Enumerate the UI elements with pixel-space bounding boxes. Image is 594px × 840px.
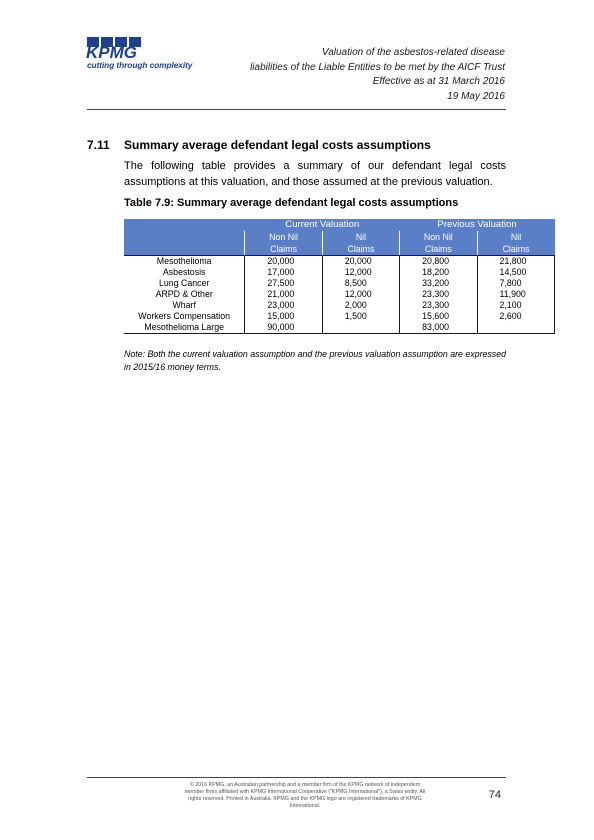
table-row <box>124 267 555 278</box>
row-label: ARPD & Other <box>155 289 213 299</box>
table-cell: 15,600 <box>400 311 477 322</box>
table-cell: 8,500 <box>322 278 399 289</box>
column-header: Non Nil <box>245 231 322 243</box>
document-header <box>250 46 505 104</box>
table-cell: 2,100 <box>477 300 554 311</box>
table-cell: 21,800 <box>477 256 554 268</box>
header-blank-cell <box>124 219 245 231</box>
logo-tagline: cutting through complexity <box>87 60 193 70</box>
table-cell: 17,000 <box>245 267 322 278</box>
table-note: Note: Both the current valuation assumption and the previous valuation assumption are expressed in 2015/16 money terms. <box>124 349 506 372</box>
table-cell: 2,600 <box>477 311 554 322</box>
row-label: Workers Compensation <box>138 311 231 321</box>
logo-wordmark: KPMG <box>86 43 137 60</box>
group-header-current: Current Valuation <box>245 219 400 231</box>
table-cell <box>322 322 399 334</box>
table-cell: 12,000 <box>322 267 399 278</box>
column-header: Claims <box>400 243 477 256</box>
table-cell: 11,900 <box>477 289 554 300</box>
header-line: Valuation of the asbestos-related disease <box>321 47 505 58</box>
column-header: Nil <box>477 231 554 243</box>
table-row <box>124 300 555 311</box>
row-label: Asbestosis <box>162 267 206 277</box>
table-cell: 83,000 <box>400 322 477 334</box>
header-blank-cell <box>124 231 245 243</box>
table-cell: 23,300 <box>400 289 477 300</box>
table-cell: 90,000 <box>245 322 322 334</box>
table-row <box>124 322 555 334</box>
section-title: Summary average defendant legal costs assumptions <box>124 138 431 152</box>
table-cell: 20,000 <box>245 256 322 268</box>
table-cell: 20,800 <box>400 256 477 268</box>
column-header: Non Nil <box>400 231 477 243</box>
kpmg-logo-mark <box>86 36 156 60</box>
page-number: 74 <box>488 789 501 801</box>
group-header-previous: Previous Valuation <box>400 219 555 231</box>
table-cell: 27,500 <box>245 278 322 289</box>
row-label: Lung Cancer <box>158 278 210 288</box>
table-cell: 20,000 <box>322 256 399 268</box>
table-cell: 23,300 <box>400 300 477 311</box>
header-blank-cell <box>124 243 245 256</box>
row-label: Mesothelioma Large <box>124 322 245 334</box>
table-caption: Table 7.9: Summary average defendant legal costs assumptions <box>124 197 459 209</box>
table-row <box>124 289 555 300</box>
header-line: Effective as at 31 March 2016 <box>372 76 505 87</box>
section-heading <box>87 138 431 152</box>
header-line: 19 May 2016 <box>447 90 505 102</box>
header-line: liabilities of the Liable Entities to be met by the AICF Trust <box>250 61 505 73</box>
column-header: Claims <box>245 243 322 256</box>
table-cell: 18,200 <box>400 267 477 278</box>
table-cell: 1,500 <box>322 311 399 322</box>
table-cell: 23,000 <box>245 300 322 311</box>
table-cell: 2,000 <box>322 300 399 311</box>
kpmg-logo <box>86 36 216 72</box>
table-row <box>124 256 555 268</box>
table-cell: 12,000 <box>322 289 399 300</box>
table-cell <box>477 322 554 334</box>
table-cell: 14,500 <box>477 267 554 278</box>
footer-divider <box>87 777 506 778</box>
header-divider <box>87 109 506 110</box>
intro-paragraph: The following table provides a summary of our defendant legal costs assumptions at this valuation, and those assumed at the previous valuation. <box>124 160 506 188</box>
footer-legal-text: © 2016 KPMG, an Australian partnership and a member firm of the KPMG network of independent member firms affiliated with KPMG International Cooperative ("KPMG International"), a Swiss entity. All rights reserved. Printed in Australia. KPMG and the KPMG logo are registered trademarks of KPMG International. <box>184 782 426 809</box>
table-row <box>124 311 555 322</box>
column-header: Nil <box>322 231 399 243</box>
legal-costs-table <box>124 219 555 334</box>
column-header: Claims <box>322 243 399 256</box>
table-row <box>124 278 555 289</box>
table-cell: 21,000 <box>245 289 322 300</box>
table-cell: 33,200 <box>400 278 477 289</box>
table-cell: 7,800 <box>477 278 554 289</box>
row-label: Wharf <box>172 300 196 310</box>
column-header: Claims <box>477 243 554 256</box>
row-label: Mesothelioma <box>156 256 212 266</box>
table-cell: 15,000 <box>245 311 322 322</box>
section-number: 7.11 <box>87 138 110 152</box>
